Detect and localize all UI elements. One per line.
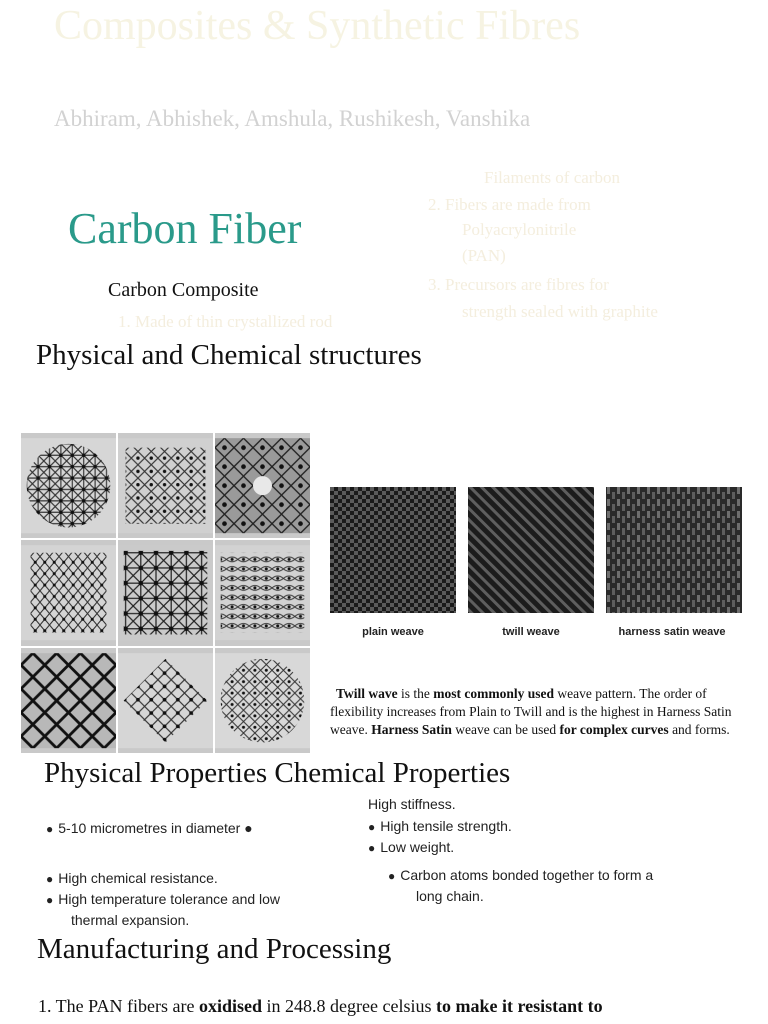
text-span: weave pattern. The order of flexibility increases from Plain to Twill and is the highest in Harness Satin weave. (330, 686, 732, 737)
satin-weave-label: harness satin weave (618, 626, 726, 638)
section-heading-properties: Physical Properties Chemical Properties (44, 757, 511, 789)
section-heading-manufacturing: Manufacturing and Processing (37, 933, 392, 965)
manufacturing-step-1 (38, 996, 603, 1017)
carbon-fiber-title: Carbon Fiber (68, 204, 302, 253)
twill-weave-label: twill weave (502, 626, 560, 638)
bold-phrase: Twill wave (336, 686, 398, 701)
lattice-image-cell (21, 648, 116, 753)
property-temperature-cont: thermal expansion. (71, 912, 190, 928)
ghost-text-line: strength sealed with graphite (462, 302, 658, 321)
bold-phrase: for complex curves (559, 722, 669, 737)
twill-weave-image (468, 487, 594, 613)
bold-phrase: Harness Satin (371, 722, 452, 737)
lattice-image-cell (215, 433, 310, 538)
property-chemical-resistance: ● High chemical resistance. (46, 870, 218, 886)
lattice-image-cell (118, 648, 213, 753)
lattice-image-cell (118, 433, 213, 538)
section-heading-structures: Physical and Chemical structures (36, 339, 422, 371)
bold-phrase: to make it resistant to (435, 996, 603, 1016)
lattice-image-cell (21, 540, 116, 645)
ghost-text-line: 2. Fibers are made from (428, 195, 591, 214)
carbon-composite-subtitle: Carbon Composite (108, 279, 259, 301)
authors-line: Abhiram, Abhishek, Amshula, Rushikesh, Vanshika (54, 106, 531, 131)
text-span: and forms. (668, 722, 730, 737)
text-span: The PAN fibers are (51, 996, 199, 1016)
ghost-text-line: Polyacrylonitrile (462, 220, 577, 239)
weave-description-paragraph (330, 685, 740, 739)
lattice-image-cell (21, 433, 116, 538)
ghost-text-line: (PAN) (462, 246, 506, 265)
property-high-stiffness: High stiffness. (368, 796, 456, 812)
ghost-text-line: Filaments of carbon (484, 168, 620, 187)
plain-weave-image (330, 487, 456, 613)
lattice-image-cell (215, 540, 310, 645)
property-carbon-atoms: ● Carbon atoms bonded together to form a (388, 867, 653, 883)
text-span: in 248.8 degree celsius (262, 996, 436, 1016)
text-span: weave can be used (451, 722, 560, 737)
bold-phrase: most commonly used (433, 686, 554, 701)
step-number: 1. (38, 996, 52, 1016)
lattice-structures-image (21, 433, 310, 753)
harness-satin-weave-image (606, 487, 742, 613)
lattice-image-cell (118, 540, 213, 645)
ghost-text-line: 3. Precursors are fibres for (428, 275, 609, 294)
lattice-image-cell (215, 648, 310, 753)
text-span: is the (397, 686, 434, 701)
property-low-weight: ● Low weight. (368, 839, 454, 855)
plain-weave-label: plain weave (362, 626, 424, 638)
property-tensile-strength: ● High tensile strength. (368, 818, 512, 834)
bold-phrase: oxidised (198, 996, 263, 1016)
property-diameter: ● 5-10 micrometres in diameter ● (46, 820, 253, 836)
property-carbon-atoms-cont: long chain. (416, 888, 484, 904)
property-temperature: ● High temperature tolerance and low (46, 891, 280, 907)
ghost-text-line: 1. Made of thin crystallized rod (118, 312, 333, 331)
document-title: Composites & Synthetic Fibres (54, 3, 581, 49)
